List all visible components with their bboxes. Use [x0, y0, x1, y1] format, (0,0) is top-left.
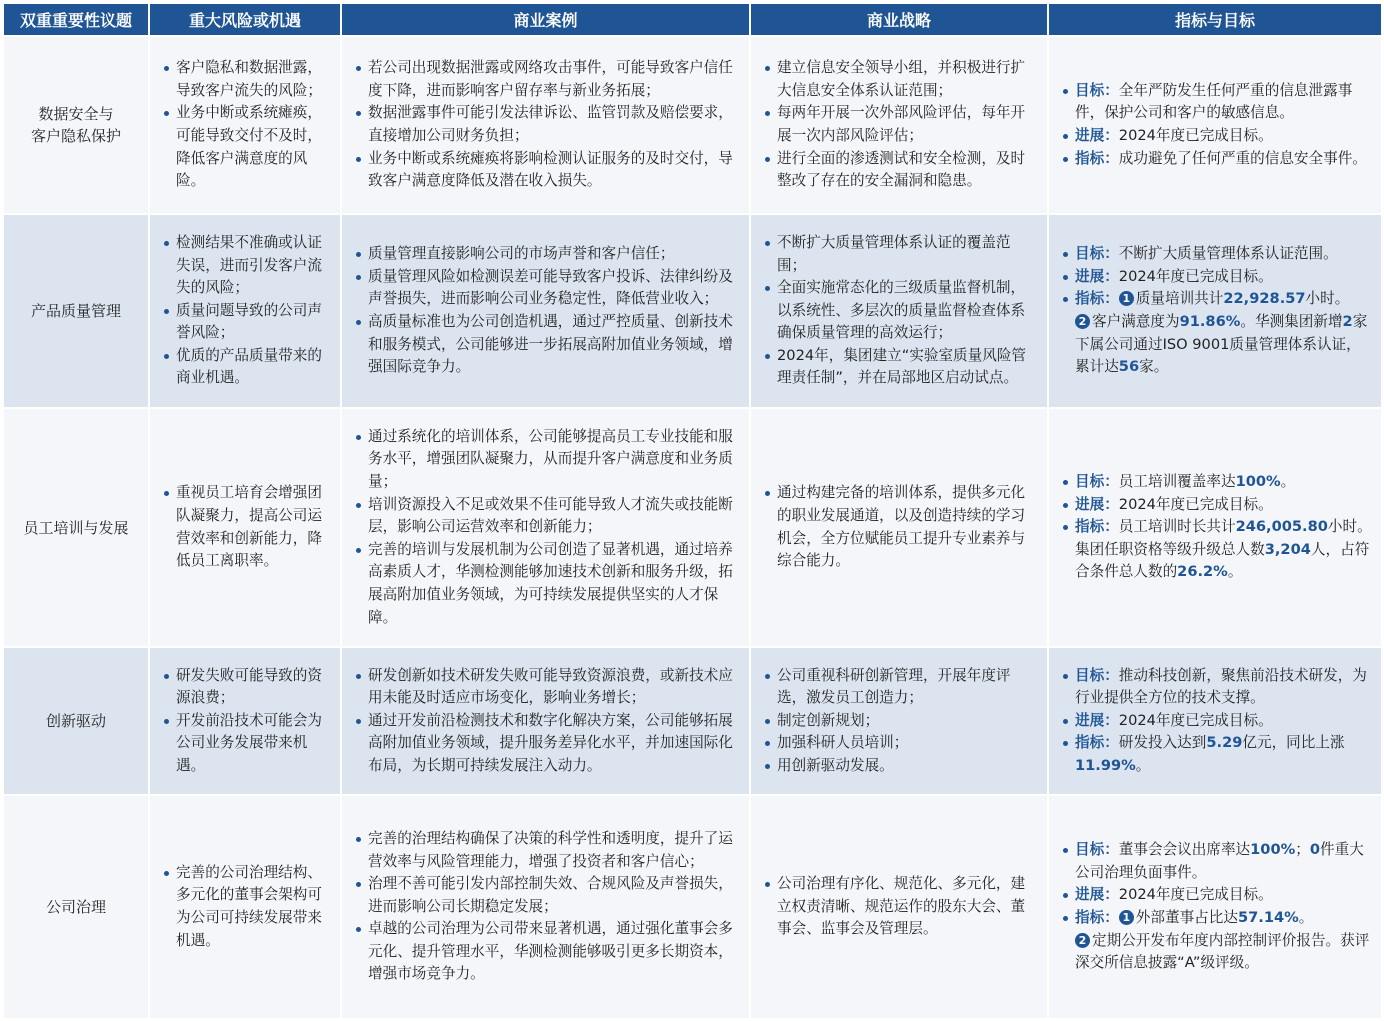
- list-item: 业务中断或系统瘫痪，可能导致交付不及时，降低客户满意度的风险。: [164, 102, 332, 192]
- indicator-text: 定期公开发布年度内部控制评价报告。获评深交所信息披露“A”级评级。: [1075, 931, 1370, 972]
- goal-text: ；: [1295, 841, 1310, 859]
- indicator-value: 26.2%: [1177, 563, 1228, 581]
- indicator-text: 。: [1298, 909, 1314, 926]
- goal-item: [1063, 665, 1373, 710]
- indicator-value: 57.14%: [1237, 909, 1299, 926]
- indicator-label: 指标：: [1075, 734, 1119, 752]
- cases-cell: [341, 795, 750, 1019]
- goal-item: [1063, 243, 1373, 266]
- indicator-sub: [1075, 311, 1373, 379]
- list-item: 2024年，集团建立“实验室质量风险管理责任制”，并在局部地区启动试点。: [765, 345, 1039, 390]
- number-2-icon: 2: [1075, 314, 1090, 329]
- list-item: 质量问题导致的公司声誉风险；: [164, 300, 332, 345]
- goal-text: 全年严防发生任何严重的信息泄露事件，保护公司和客户的敏感信息。: [1075, 81, 1353, 122]
- list-item: 开发前沿技术可能会为公司业务发展带来机遇。: [164, 710, 332, 778]
- list-item: 完善的公司治理结构、多元化的董事会架构可为公司可持续发展带来机遇。: [164, 862, 332, 952]
- indicator-text: 。: [1227, 563, 1243, 581]
- progress-label: 进展：: [1075, 711, 1119, 729]
- list-item: 研发创新如技术研发失败可能导致资源浪费，或新技术应用未能及时适应市场变化，影响业务增长；: [356, 665, 741, 710]
- progress-text: 2024年度已完成目标。: [1118, 127, 1273, 144]
- indicator-value: 246,005.80: [1235, 518, 1328, 536]
- progress-label: 进展：: [1075, 886, 1119, 904]
- list-item: 通过系统化的培训体系，公司能够提高员工专业技能和服务水平，增强团队凝聚力，从而提升客户满意度和业务质量；: [356, 426, 741, 494]
- goal-text: 件重大公司治理负面事件。: [1075, 841, 1364, 881]
- goal-label: 目标：: [1075, 841, 1119, 859]
- header-strategy: 商业战略: [750, 3, 1048, 36]
- number-2-icon: 2: [1075, 933, 1090, 948]
- progress-item: [1063, 710, 1373, 733]
- risks-cell: [149, 795, 341, 1019]
- progress-text: 2024年度已完成目标。: [1118, 267, 1273, 285]
- cases-cell: [341, 647, 750, 795]
- indicator-value: 5.29: [1206, 734, 1243, 752]
- indicator-item: [1063, 148, 1373, 171]
- list-item: 数据泄露事件可能引发法律诉讼、监管罚款及赔偿要求，直接增加公司财务负担；: [356, 102, 741, 147]
- goal-item: [1063, 471, 1373, 494]
- header-risks: 重大风险或机遇: [149, 3, 341, 36]
- number-1-icon: 1: [1119, 291, 1134, 306]
- list-item: 重视员工培育会增强团队凝聚力，提高公司运营效率和创新能力，降低员工离职率。: [164, 482, 332, 572]
- indicator-text: 小时。: [1305, 290, 1350, 308]
- indicator-text: 成功避免了任何严重的信息安全事件。: [1118, 149, 1367, 167]
- progress-label: 进展：: [1075, 127, 1119, 144]
- risks-cell: [149, 647, 341, 795]
- progress-text: 2024年度已完成目标。: [1118, 886, 1273, 904]
- strategy-cell: [750, 647, 1048, 795]
- header-metrics: 指标与目标: [1048, 3, 1382, 36]
- cases-cell: [341, 408, 750, 647]
- goal-value: 100%: [1250, 841, 1296, 859]
- cases-cell: [341, 214, 750, 408]
- list-item: 卓越的公司治理为公司带来显著机遇，通过强化董事会多元化、提升管理水平，华测检测能够吸引更多长期资本，增强市场竞争力。: [356, 918, 741, 986]
- cases-cell: [341, 36, 750, 214]
- header-row: [3, 3, 1382, 36]
- risks-cell: [149, 214, 341, 408]
- topic-line: 数据安全与: [38, 105, 114, 123]
- indicator-value: 91.86%: [1179, 313, 1241, 330]
- indicator-label: 指标：: [1075, 518, 1119, 536]
- goal-text: 员工培训覆盖率达: [1118, 473, 1236, 491]
- indicator-label: 指标：: [1075, 149, 1119, 167]
- topic-cell: 创新驱动: [3, 647, 149, 795]
- list-item: 加强科研人员培训；: [765, 732, 1039, 755]
- list-item: 通过构建完备的培训体系，提供多元化的职业发展通道，以及创造持续的学习机会，全方位赋能员工提升专业素养与综合能力。: [765, 482, 1039, 572]
- topic-cell: 员工培训与发展: [3, 408, 149, 647]
- list-item: 优质的产品质量带来的商业机遇。: [164, 345, 332, 390]
- topic-cell: [3, 36, 149, 214]
- risks-cell: [149, 408, 341, 647]
- goal-value: 100%: [1235, 473, 1281, 491]
- indicator-text: 员工培训时长共计: [1118, 518, 1236, 536]
- goal-label: 目标：: [1075, 81, 1119, 99]
- list-item: 制定创新规划；: [765, 710, 1039, 733]
- goal-label: 目标：: [1075, 666, 1119, 684]
- topic-cell: 产品质量管理: [3, 214, 149, 408]
- header-cases: 商业案例: [341, 3, 750, 36]
- goal-text: 董事会会议出席率达: [1118, 841, 1251, 859]
- list-item: 通过开发前沿检测技术和数字化解决方案，公司能够拓展高附加值业务领域，提升服务差异化水平，并加速国际化布局，为长期可持续发展注入动力。: [356, 710, 741, 778]
- indicator-text: 家下属公司通过ISO 9001质量管理体系认证，累计达: [1075, 313, 1368, 376]
- table-row: [3, 408, 1382, 647]
- indicator-value: 11.99%: [1075, 756, 1136, 774]
- strategy-cell: [750, 408, 1048, 647]
- progress-item: [1063, 884, 1373, 907]
- goal-text: 。: [1280, 473, 1296, 491]
- indicator-value: 2: [1342, 313, 1353, 330]
- indicator-text: 家。: [1139, 358, 1169, 376]
- list-item: 用创新驱动发展。: [765, 755, 1039, 778]
- topic-cell: 公司治理: [3, 795, 149, 1019]
- list-item: 公司重视科研创新管理，开展年度评选，激发员工创造力；: [765, 665, 1039, 710]
- table-row: [3, 647, 1382, 795]
- goal-item: [1063, 839, 1373, 884]
- table-row: [3, 36, 1382, 214]
- indicator-text: 亿元，同比上涨: [1242, 734, 1345, 752]
- indicator-text: 。华测集团新增: [1240, 313, 1343, 330]
- indicator-value: 56: [1118, 358, 1140, 376]
- goal-value: 0: [1309, 841, 1321, 859]
- table-row: [3, 795, 1382, 1019]
- metrics-cell: [1048, 647, 1382, 795]
- metrics-cell: [1048, 214, 1382, 408]
- list-item: 每两年开展一次外部风险评估，每年开展一次内部风险评估；: [765, 102, 1039, 147]
- risks-cell: [149, 36, 341, 214]
- progress-text: 2024年度已完成目标。: [1118, 711, 1273, 729]
- indicator-label: 指标：: [1075, 909, 1119, 926]
- indicator-text: 人，占符合条件总人数的: [1075, 540, 1370, 581]
- indicator-value: 22,928.57: [1223, 290, 1306, 308]
- progress-label: 进展：: [1075, 267, 1119, 285]
- header-topic: 双重重要性议题: [3, 3, 149, 36]
- topic-line: 客户隐私保护: [30, 127, 121, 145]
- list-item: 质量管理风险如检测误差可能导致客户投诉、法律纠纷及声誉损失，进而影响公司业务稳定性，降低营业收入；: [356, 266, 741, 311]
- list-item: 高质量标准也为公司创造机遇，通过严控质量、创新技术和服务模式，公司能够进一步拓展高附加值业务领域，增强国际竞争力。: [356, 311, 741, 379]
- list-item: 不断扩大质量管理体系认证的覆盖范围；: [765, 232, 1039, 277]
- list-item: 建立信息安全领导小组，并积极进行扩大信息安全体系认证范围；: [765, 57, 1039, 102]
- list-item: 全面实施常态化的三级质量监督机制，以系统性、多层次的质量监督检查体系确保质量管理的高效运行；: [765, 277, 1039, 345]
- indicator-text: 质量培训共计: [1135, 290, 1224, 308]
- progress-label: 进展：: [1075, 495, 1119, 513]
- list-item: 检测结果不准确或认证失误，进而引发客户流失的风险；: [164, 232, 332, 300]
- indicator-item: [1063, 288, 1373, 378]
- progress-item: [1063, 125, 1373, 148]
- indicator-item: [1063, 516, 1373, 584]
- metrics-cell: [1048, 795, 1382, 1019]
- list-item: 完善的治理结构确保了决策的科学性和透明度，提升了运营效率与风险管理能力，增强了投资者和客户信心；: [356, 828, 741, 873]
- strategy-cell: [750, 36, 1048, 214]
- metrics-cell: [1048, 36, 1382, 214]
- indicator-text: 客户满意度为: [1092, 313, 1180, 330]
- indicator-text: 研发投入达到: [1118, 734, 1207, 752]
- progress-item: [1063, 494, 1373, 517]
- indicator-text: 。: [1135, 756, 1151, 774]
- goal-text: 推动科技创新，聚焦前沿技术研发，为行业提供全方位的技术支撑。: [1075, 666, 1367, 707]
- indicator-text: 外部董事占比达: [1135, 909, 1238, 926]
- list-item: 业务中断或系统瘫痪将影响检测认证服务的及时交付，导致客户满意度降低及潜在收入损失。: [356, 148, 741, 193]
- progress-text: 2024年度已完成目标。: [1118, 495, 1273, 513]
- list-item: 进行全面的渗透测试和安全检测，及时整改了存在的安全漏洞和隐患。: [765, 148, 1039, 193]
- strategy-cell: [750, 795, 1048, 1019]
- goal-text: 不断扩大质量管理体系认证范围。: [1118, 245, 1338, 263]
- list-item: 客户隐私和数据泄露，导致客户流失的风险；: [164, 57, 332, 102]
- indicator-value: 3,204: [1264, 540, 1311, 558]
- goal-label: 目标：: [1075, 245, 1119, 263]
- indicator-label: 指标：: [1075, 290, 1119, 308]
- list-item: 培训资源投入不足或效果不佳可能导致人才流失或技能断层，影响公司运营效率和创新能力；: [356, 494, 741, 539]
- indicator-text: 小时。集团任职资格等级升级总人数: [1075, 518, 1372, 558]
- list-item: 研发失败可能导致的资源浪费；: [164, 665, 332, 710]
- goal-item: [1063, 80, 1373, 125]
- list-item: 完善的培训与发展机制为公司创造了显著机遇，通过培养高素质人才，华测检测能够加速技术创新和服务升级，拓展高附加值业务领域，为可持续发展提供坚实的人才保障。: [356, 539, 741, 629]
- indicator-item: [1063, 732, 1373, 777]
- list-item: 治理不善可能引发内部控制失效、合规风险及声誉损失，进而影响公司长期稳定发展；: [356, 873, 741, 918]
- metrics-cell: [1048, 408, 1382, 647]
- materiality-table: [2, 2, 1383, 1020]
- indicator-sub: [1075, 930, 1373, 975]
- indicator-item: [1063, 907, 1373, 975]
- table-row: [3, 214, 1382, 408]
- list-item: 公司治理有序化、规范化、多元化，建立权责清晰、规范运作的股东大会、董事会、监事会及管理层。: [765, 873, 1039, 941]
- list-item: 若公司出现数据泄露或网络攻击事件，可能导致客户信任度下降，进而影响客户留存率与新业务拓展；: [356, 57, 741, 102]
- number-1-icon: 1: [1119, 910, 1134, 925]
- goal-label: 目标：: [1075, 473, 1119, 491]
- progress-item: [1063, 266, 1373, 289]
- list-item: 质量管理直接影响公司的市场声誉和客户信任；: [356, 243, 741, 266]
- strategy-cell: [750, 214, 1048, 408]
